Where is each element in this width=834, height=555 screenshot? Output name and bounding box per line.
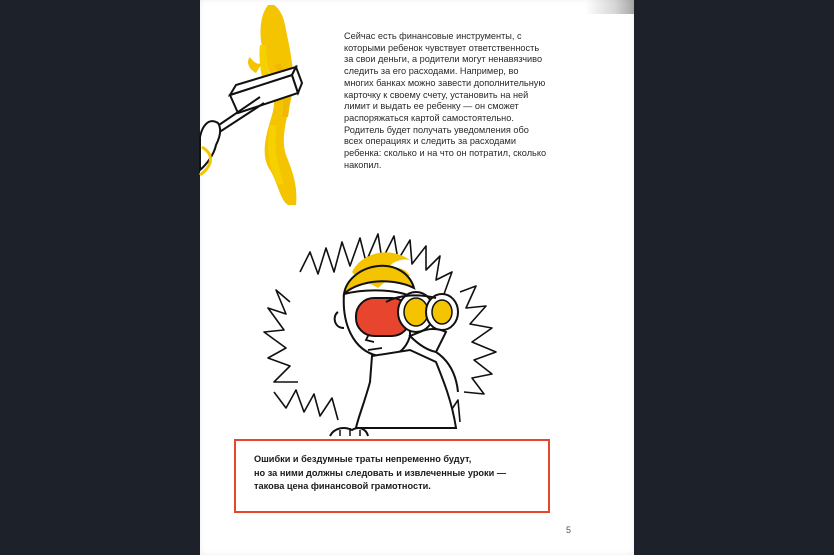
- callout-line-2: но за ними должны следовать и извлеченные уроки —: [254, 467, 507, 478]
- page-number: 5: [566, 525, 572, 535]
- callout-text: [254, 453, 554, 494]
- callout-line-3: такова цена финансовой грамотности.: [254, 481, 431, 492]
- person-with-binoculars-icon: [260, 232, 520, 437]
- callout-box: [234, 439, 550, 513]
- body-paragraph: Сейчас есть финансовые инструменты, с которыми ребенок чувствует ответственность за свои деньги, а родители могут ненавязчиво следить за его расходами. Например, во многих банках можно завести дополнительную карточку к своему счету, установить на ней лимит и выдать ее ребенку — он сможет распоряжаться картой самостоятельно. Родитель будет получать уведомления обо всех операциях и следить за расходами ребенка: сколько и на что он потратил, сколько накопил.: [344, 31, 547, 170]
- callout-line-1: Ошибки и бездумные траты непременно будут,: [254, 454, 472, 464]
- paint-roller-icon: [200, 5, 310, 205]
- book-page: [200, 0, 634, 555]
- page-edge-shadow: [585, 0, 634, 14]
